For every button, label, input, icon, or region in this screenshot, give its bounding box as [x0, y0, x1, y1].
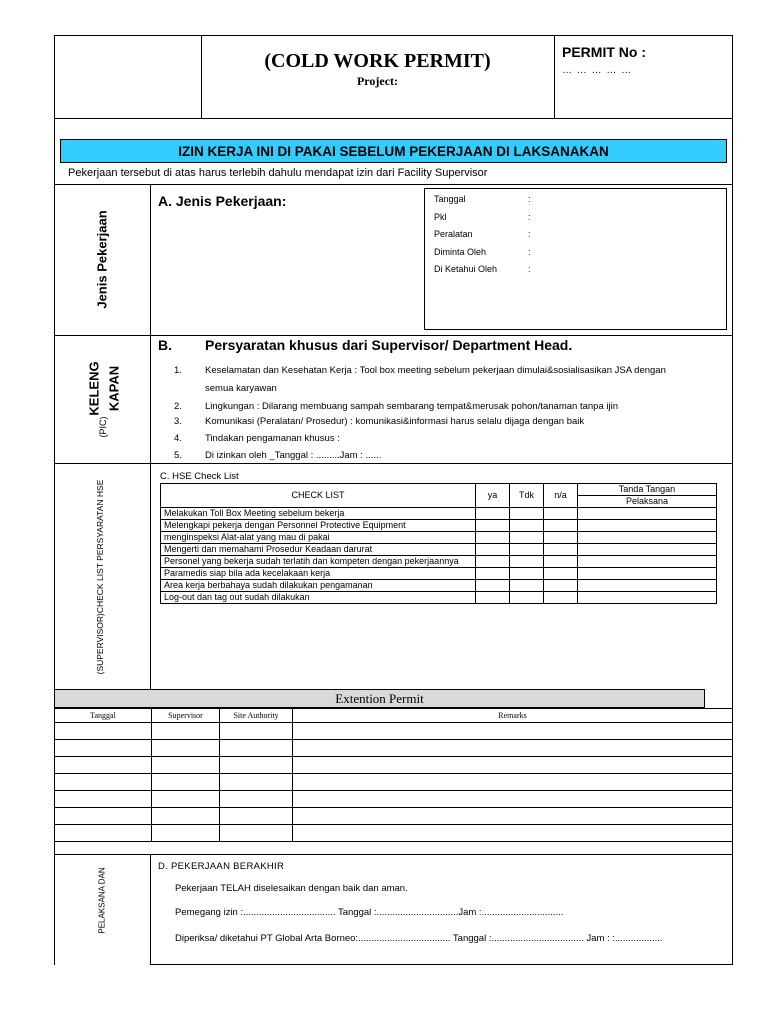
ext-cell-supervisor[interactable] — [152, 740, 220, 757]
ext-cell-tanggal[interactable] — [55, 757, 152, 774]
ext-col-remarks: Remarks — [293, 709, 733, 723]
extension-header — [54, 689, 705, 708]
info-field-row — [434, 194, 714, 204]
info-field-label: Di Ketahui Oleh — [434, 264, 498, 274]
section-d-line3: Diperiksa/ diketahui PT Global Arta Borneo:................................... Tanggal :................................... Jam : :.................. — [175, 933, 663, 944]
checkbox-tdk[interactable] — [510, 508, 544, 520]
info-field-row — [434, 212, 714, 222]
ext-cell-remarks[interactable] — [293, 808, 733, 825]
extension-row — [55, 808, 733, 825]
signature-cell[interactable] — [578, 508, 717, 520]
checkbox-ya[interactable] — [476, 544, 510, 556]
section-a-side-label: Jenis Pekerjaan — [94, 210, 110, 309]
checkbox-tdk[interactable] — [510, 520, 544, 532]
section-b-title: Persyaratan khusus dari Supervisor/ Department Head. — [205, 337, 573, 353]
signature-cell[interactable] — [578, 520, 717, 532]
checklist-item: Melakukan Toll Box Meeting sebelum bekerja — [161, 508, 476, 520]
info-field-sep: : — [528, 229, 531, 239]
ext-cell-tanggal[interactable] — [55, 740, 152, 757]
checklist-item: Log-out dan tag out sudah dilakukan — [161, 592, 476, 604]
extension-row — [55, 791, 733, 808]
extension-title: Extention Permit — [335, 690, 424, 706]
requirement-item — [174, 365, 724, 376]
ext-col-tanggal: Tanggal — [55, 709, 152, 723]
checkbox-ya[interactable] — [476, 508, 510, 520]
requirement-number: 2. — [174, 401, 182, 412]
extension-row — [55, 825, 733, 842]
info-field-row — [434, 247, 714, 257]
extension-table — [54, 708, 733, 842]
left-column-divider — [150, 184, 151, 690]
checkbox-tdk[interactable] — [510, 556, 544, 568]
section-b-side-label-3: (PIC) — [98, 416, 108, 438]
requirement-text: Komunikasi (Peralatan/ Prosedur) : komunikasi&informasi harus selalu dijaga dengan baik — [205, 416, 585, 427]
signature-cell[interactable] — [578, 568, 717, 580]
requirement-number: 3. — [174, 416, 182, 427]
extension-row — [55, 740, 733, 757]
checklist-item: Area kerja berbahaya sudah dilakukan pengamanan — [161, 580, 476, 592]
header-bottom — [54, 118, 733, 119]
section-a-info-box — [424, 188, 727, 330]
col-sign-2: Pelaksana — [578, 496, 717, 508]
checklist-row — [161, 568, 717, 580]
requirement-item — [174, 450, 724, 461]
checkbox-tdk[interactable] — [510, 568, 544, 580]
ext-cell-remarks[interactable] — [293, 791, 733, 808]
frame-top — [54, 35, 733, 36]
checkbox-na[interactable] — [544, 508, 578, 520]
ext-cell-supervisor[interactable] — [152, 774, 220, 791]
checklist-item: Mengerti dan memahami Prosedur Keadaan darurat — [161, 544, 476, 556]
checklist-item: menginspeksi Alat-alat yang mau di pakai — [161, 532, 476, 544]
checkbox-ya[interactable] — [476, 568, 510, 580]
checkbox-na[interactable] — [544, 532, 578, 544]
section-d-line1: Pekerjaan TELAH diselesaikan dengan baik dan aman. — [175, 883, 408, 894]
ext-cell-remarks[interactable] — [293, 740, 733, 757]
requirement-item — [174, 401, 724, 412]
requirement-text: Tindakan pengamanan khusus : — [205, 433, 340, 444]
ext-cell-site-authority[interactable] — [220, 757, 293, 774]
col-checklist: CHECK LIST — [161, 484, 476, 508]
checkbox-tdk[interactable] — [510, 592, 544, 604]
section-d-title: D. PEKERJAAN BERAKHIR — [158, 861, 285, 872]
col-na: n/a — [544, 484, 578, 508]
permit-no-value: … … … … … — [562, 65, 633, 76]
extension-row — [55, 757, 733, 774]
signature-cell[interactable] — [578, 532, 717, 544]
checkbox-ya[interactable] — [476, 556, 510, 568]
subnote: Pekerjaan tersebut di atas harus terlebih dahulu mendapat izin dari Facility Supervisor — [68, 167, 488, 179]
section-b-side-label-1: KELENG — [86, 361, 102, 416]
ext-cell-supervisor[interactable] — [152, 723, 220, 740]
ext-cell-site-authority[interactable] — [220, 723, 293, 740]
section-c-side-label: (SUPERVISOR)CHECK LIST PERSYARATAN HSE — [95, 479, 105, 675]
checklist-row — [161, 580, 717, 592]
ext-cell-supervisor[interactable] — [152, 825, 220, 842]
ext-cell-remarks[interactable] — [293, 757, 733, 774]
checklist-item: Paramedis siap bila ada kecelakaan kerja — [161, 568, 476, 580]
ext-cell-site-authority[interactable] — [220, 808, 293, 825]
ext-cell-site-authority[interactable] — [220, 740, 293, 757]
ext-col-supervisor: Supervisor — [152, 709, 220, 723]
checkbox-na[interactable] — [544, 544, 578, 556]
requirement-number: 1. — [174, 365, 182, 376]
permit-no-label: PERMIT No : — [562, 44, 646, 60]
requirement-text: Keselamatan dan Kesehatan Kerja : Tool box meeting sebelum pekerjaan dimulai&sosialisasikan JSA dengan — [205, 365, 666, 376]
ext-cell-supervisor[interactable] — [152, 791, 220, 808]
banner-text: IZIN KERJA INI DI PAKAI SEBELUM PEKERJAAN DI LAKSANAKAN — [178, 143, 609, 159]
checkbox-na[interactable] — [544, 580, 578, 592]
info-field-label: Diminta Oleh — [434, 246, 487, 257]
checklist-item: Personel yang bekerja sudah terlatih dan kompeten dengan pekerjaannya — [161, 556, 476, 568]
checklist-item: Melengkapi pekerja dengan Personnel Protective Equipment — [161, 520, 476, 532]
info-field-label: Tanggal — [434, 194, 466, 204]
checklist-row — [161, 532, 717, 544]
requirement-item — [174, 433, 724, 444]
ext-cell-supervisor[interactable] — [152, 808, 220, 825]
ext-cell-tanggal[interactable] — [55, 723, 152, 740]
requirement-text: Lingkungan : Dilarang membuang sampah sembarang tempat&merusak pohon/tanaman tanpa ijin — [205, 401, 618, 412]
info-field-sep: : — [528, 211, 531, 222]
info-field-sep: : — [528, 264, 531, 274]
info-field-sep: : — [528, 194, 531, 204]
checklist-row — [161, 508, 717, 520]
ext-cell-tanggal[interactable] — [55, 791, 152, 808]
col-sign-1: Tanda Tangan — [578, 484, 717, 496]
ext-cell-remarks[interactable] — [293, 825, 733, 842]
requirement-number: 4. — [174, 433, 182, 444]
ext-cell-remarks[interactable] — [293, 723, 733, 740]
checklist-row — [161, 520, 717, 532]
checkbox-ya[interactable] — [476, 520, 510, 532]
section-c-title: C. HSE Check List — [160, 471, 239, 482]
requirement-text: Di izinkan oleh _Tanggal : .........Jam : ...... — [205, 450, 382, 461]
requirement-item — [174, 416, 724, 427]
ext-cell-remarks[interactable] — [293, 774, 733, 791]
checkbox-tdk[interactable] — [510, 532, 544, 544]
section-d-line2: Pemegang izin :................................... Tanggal :...............................Jam :............................... — [175, 907, 564, 918]
ext-cell-tanggal[interactable] — [55, 774, 152, 791]
checkbox-na[interactable] — [544, 556, 578, 568]
checklist-row — [161, 556, 717, 568]
requirement-item — [174, 383, 724, 394]
col-ya: ya — [476, 484, 510, 508]
section-a-bottom — [54, 335, 733, 336]
info-field-label: Peralatan — [434, 229, 473, 239]
checkbox-tdk[interactable] — [510, 580, 544, 592]
checkbox-tdk[interactable] — [510, 544, 544, 556]
extension-row — [55, 723, 733, 740]
ext-cell-tanggal[interactable] — [55, 825, 152, 842]
info-field-label: Pkl — [434, 211, 447, 222]
info-field-row — [434, 264, 714, 274]
ext-cell-site-authority[interactable] — [220, 791, 293, 808]
section-b-side-label-2: KAPAN — [106, 365, 122, 412]
checkbox-ya[interactable] — [476, 580, 510, 592]
info-field-sep: : — [528, 246, 531, 257]
signature-cell[interactable] — [578, 556, 717, 568]
ext-col-site-authority: Site Authority — [220, 709, 293, 723]
section-b-letter: B. — [158, 337, 172, 353]
subnote-line — [54, 184, 733, 185]
checkbox-na[interactable] — [544, 568, 578, 580]
checkbox-ya[interactable] — [476, 532, 510, 544]
ext-cell-site-authority[interactable] — [220, 825, 293, 842]
permit-title: (COLD WORK PERMIT) — [264, 50, 491, 72]
signature-cell[interactable] — [578, 544, 717, 556]
hse-checklist-table — [160, 483, 717, 604]
requirement-number: 5. — [174, 450, 182, 461]
checkbox-ya[interactable] — [476, 592, 510, 604]
section-b-bottom — [54, 463, 733, 464]
project-label: Project: — [356, 74, 399, 88]
section-d-side-label: PELAKSANA DAN — [97, 867, 107, 934]
checkbox-na[interactable] — [544, 520, 578, 532]
info-field-row — [434, 229, 714, 239]
checklist-row — [161, 544, 717, 556]
col-tdk: Tdk — [510, 484, 544, 508]
signature-cell[interactable] — [578, 580, 717, 592]
section-a-title: A. Jenis Pekerjaan: — [158, 193, 287, 209]
checklist-row — [161, 592, 717, 604]
checkbox-na[interactable] — [544, 592, 578, 604]
ext-cell-supervisor[interactable] — [152, 757, 220, 774]
extension-row — [55, 774, 733, 791]
signature-cell[interactable] — [578, 592, 717, 604]
requirement-text: semua karyawan — [205, 383, 277, 394]
header-divider-right — [554, 35, 555, 119]
ext-cell-tanggal[interactable] — [55, 808, 152, 825]
instruction-banner — [60, 139, 727, 163]
ext-cell-site-authority[interactable] — [220, 774, 293, 791]
